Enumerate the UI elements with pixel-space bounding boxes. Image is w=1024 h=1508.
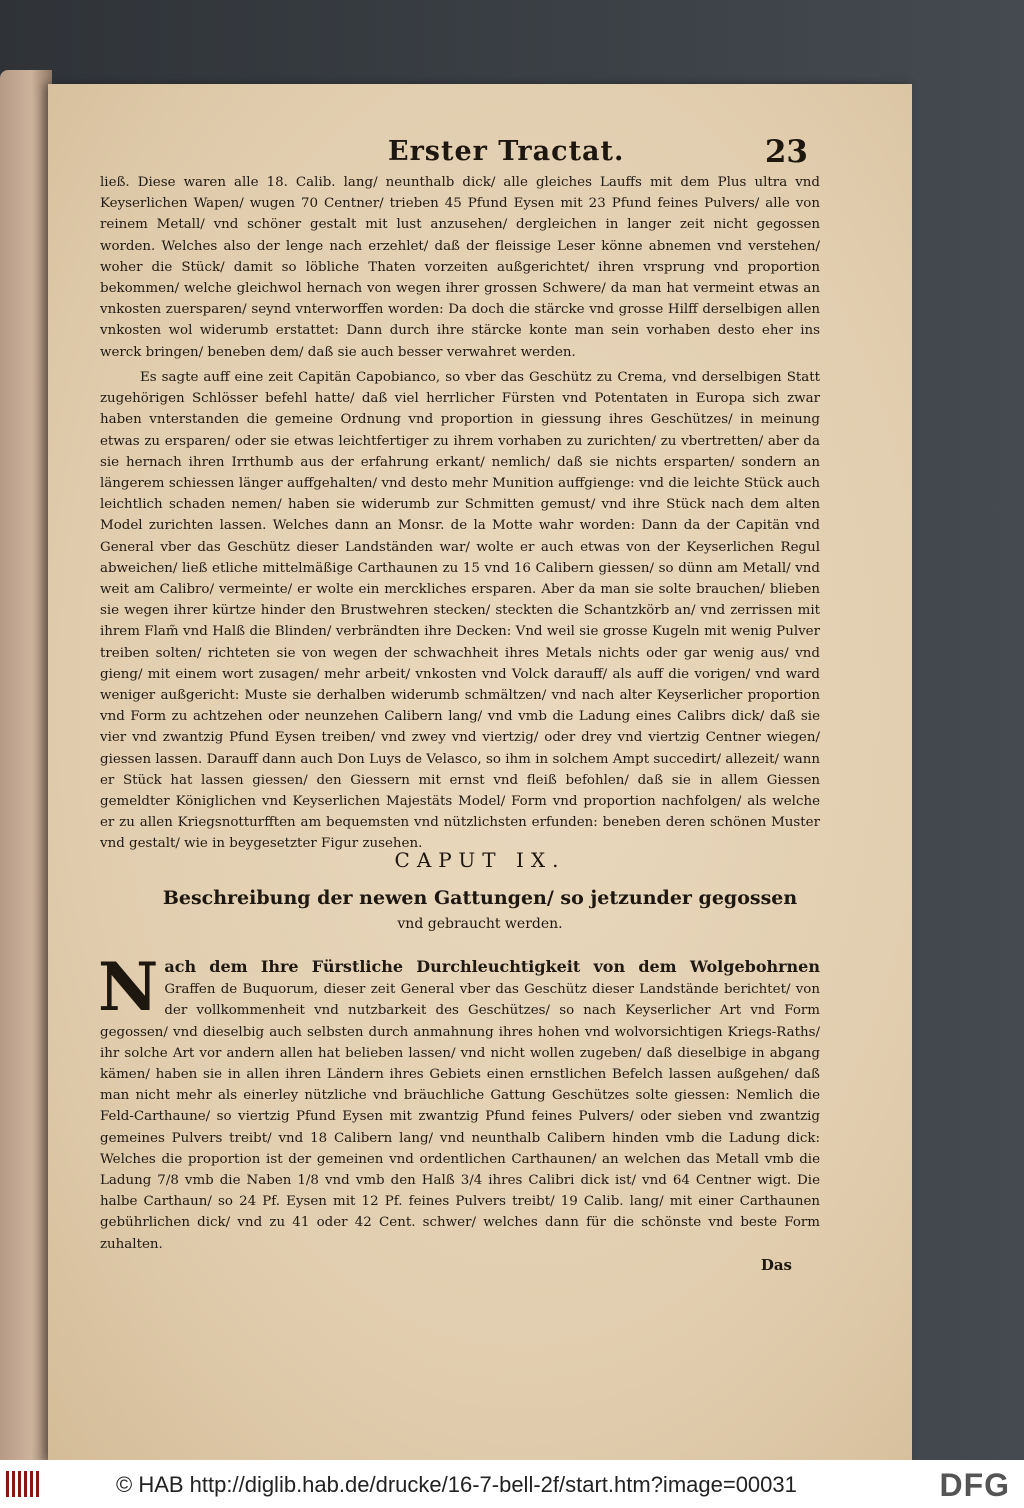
footer-bar bbox=[0, 1460, 1024, 1508]
previous-page-edge bbox=[0, 70, 52, 1460]
drop-cap: N bbox=[98, 948, 159, 1026]
copyright-link[interactable]: © HAB http://diglib.hab.de/drucke/16-7-bell-2f/start.htm?image=00031 bbox=[116, 1472, 797, 1497]
chapter-title: CAPUT IX. bbox=[394, 848, 566, 872]
running-head bbox=[338, 136, 808, 176]
chapter-heading: Beschreibung der newen Gattungen/ so jetzunder gegossen bbox=[162, 887, 798, 909]
hab-logo-icon bbox=[6, 1471, 46, 1497]
paragraph-3 bbox=[98, 948, 820, 1255]
paragraph-3-lead: ach dem Ihre Fürstliche Durchleuchtigkeit von dem Wolgebohrnen bbox=[164, 957, 820, 976]
catchword: Das bbox=[760, 1256, 792, 1274]
paragraph-2: Es sagte auff eine zeit Capitän Capobianco, so vber das Geschütz zu Crema, vnd derselbigen Statt zugehörigen Schlösser befehl hatte/ daß viel herrlicher Fürsten vnd Potentaten in Europa sich zwar haben vnterstanden die gemeine Ordnung vnd proportion in giessung ihres Geschützes/ in meinung etwas zu ersparen/ oder sie etwas leichtfertiger zu ihrem vorhaben zu zurichten/ zu vbertretten/ aber da sie hernach ihren Irrthumb aus der erfahrung erkant/ nemlich/ daß sie nichts ersparten/ sondern an längerem schiessen länger auffgehalten/ vnd desto mehr Munition auffgienge: vnd die leichte Stück auch leichtlich schaden nemen/ haben sie widerumb zur Schmitten gemust/ vnd ihre Stück nach dem alten Model zurichten lassen. Welches dann an Monsr. de la Motte wahr worden: Dann da der Capitän vnd General vber das Geschütz dieser Landständen war/ wolte er auch etwas von der Keyserlichen Regul abweichen/ ließ etliche mittelmäßige Carthaunen zu 15 vnd 16 Calibern giessen/ so dünn am Metall/ vnd weit am Calibro/ vermeinte/ er wolte ein merckliches ersparen. Aber da man sie solte brauchen/ blieben sie wegen ihrer kürtze hinder den Brustwehren stecken/ steckten die Schantzkörb an/ vnd zerrissen mit ihrem Flam̃ vnd Halß die Blinden/ verbrändten ihre Decken: Vnd weil sie grosse Kugeln mit wenig Pulver treiben solten/ richteten sie von wegen der schwachheit ihres Metals nichts oder gar wenig aus/ vnd gieng/ mit einem wort zusagen/ mehr arbeit/ vnkosten vnd Volck darauff/ als auff die vorigen/ vnd ward weniger außgericht: Muste sie derhalben widerumb schmältzen/ vnd nach alter Keyserlicher proportion vnd Form zu achtzehen oder neunzehen Calibern lang/ vnd vmb die Ladung eines Calibrs dick/ daß sie vier vnd zwantzig Pfund Eysen treiben/ vnd zwey vnd viertzig/ oder drey vnd viertzig Centner wiegen/ giessen lassen. Darauff dann auch Don Luys de Velasco, so ihm in solchem Ampt succedirt/ allezeit/ wann er Stück hat lassen giessen/ den Giessern mit ernst vnd fleiß befohlen/ daß sie in allem Giessen gemeldter Königlichen vnd Keyserlichen Majestäts Model/ Form vnd proportion nachfolgen/ als welche er zu allen Kriegsnotturfften am bequemsten vnd nützlichsten erfunden: beneben deren schönen Muster vnd gestalt/ wie in beygesetzter Figur zusehen. bbox=[100, 370, 820, 852]
book-page bbox=[48, 84, 912, 1460]
page-number: 23 bbox=[764, 134, 808, 170]
dfg-logo: DFG bbox=[939, 1467, 1010, 1503]
chapter-subheading: vnd gebraucht werden. bbox=[397, 916, 563, 932]
paragraph-1: ließ. Diese waren alle 18. Calib. lang/ neunthalb dick/ alle gleiches Lauffs mit dem Plus ultra vnd Keyserlichen Wapen/ wugen 70 Centner/ trieben 45 Pfund Eysen mit 23 Pfund feines Pulvers/ alle von reinem Metall/ vnd schöner gestalt mit lust anzusehen/ dergleichen in langer zeit nicht gegossen worden. Welches also der lenge nach erzehlet/ daß der fleissige Leser könne abnemen vnd verstehen/ woher die Stück/ damit so löbliche Thaten vorzeiten außgerichtet/ ihren vrsprung vnd proportion bekommen/ welche gleichwol hernach von wegen ihrer grossen Schwere/ da man hat vermeint etwas an vnkosten zuersparen/ seynd vnterworffen worden: Da doch die stärcke vnd grosse Hilff derselbigen allen vnkosten wol widerumb erstattet: Dann durch ihre stärcke konte man sein vorhaben desto eher ins werck bringen/ beneben dem/ daß sie auch besser verwahret werden. bbox=[100, 175, 820, 360]
paragraph-3-body: Graffen de Buquorum, dieser zeit General vber das Geschütz dieser Landstände berichtet/ von der vollkommenheit vnd nutzbarkeit des Geschützes/ so nach Keyserlicher Art vnd Form gegossen/ vnd dieselbig auch selbsten durch anmahnung ihres hohen vnd wolvorsichtigen Kriegs-Raths/ ihr solche Art vor andern allen hat belieben lassen/ vnd nicht wollen zugeben/ daß dieselbige in abgang kämen/ haben sie in allen ihren Ländern ihres Gebiets einen ernstlichen Befelch lassen außgehen/ daß man nicht mehr als einerley nützliche vnd bräuchliche Gattung Geschützes solte giessen: Nemlich die Feld-Carthaune/ so viertzig Pfund Eysen mit zwantzig Pfund feines Pulvers/ oder sieben vnd zwantzig gemeines Pulvers treibt/ vnd 18 Calibern lang/ vnd neunthalb Calibern hinden vmb die Ladung dick: Welches die proportion ist der gemeinen vnd ordentlichen Carthaunen/ an welchen das Metall vmb die Ladung 7/8 vmb die Naben 1/8 vnd vmb den Halß 3/4 ihres Calibri dick ist/ vnd 64 Centner wigt. Die halbe Carthaun/ so 24 Pf. Eysen mit 12 Pf. feines Pulvers treibt/ 19 Calib. lang/ mit einer Carthaunen gebührlichen dick/ vnd zu 41 oder 42 Cent. schwer/ welches dann für die schönste vnd beste Form zuhalten. bbox=[100, 982, 820, 1252]
running-title: Erster Tractat. bbox=[388, 136, 625, 167]
